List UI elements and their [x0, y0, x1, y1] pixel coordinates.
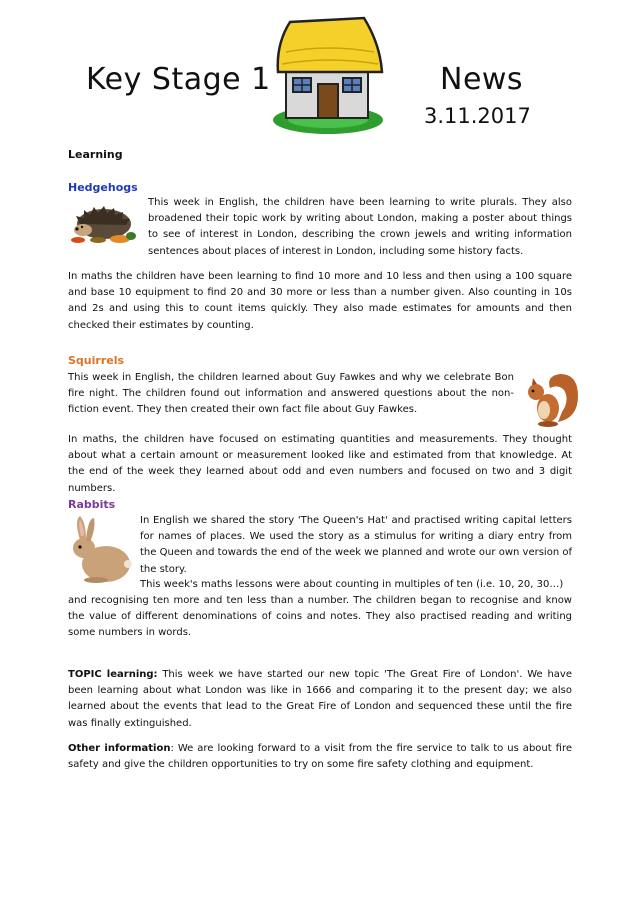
cottage-logo [268, 14, 388, 138]
other-label: Other information [68, 743, 171, 754]
section-heading: Learning [68, 148, 123, 161]
topic-text: This week we have started our new topic 'The Great Fire of London'. We have been learning about what London was like in 1666 and comparing it to the present day; we also learned about the events that lead to the Great Fire of London and sequenced these until the fire was finally extinguished. [68, 669, 572, 729]
class-heading-squirrels: Squirrels [68, 354, 125, 367]
title-left: Key Stage 1 [86, 62, 271, 97]
newsletter-date: 3.11.2017 [424, 104, 531, 128]
class-heading-hedgehogs: Hedgehogs [68, 181, 138, 194]
rabbits-maths-start: This week's maths lessons were about counting in multiples of ten (i.e. 10, 20, 30…) [140, 579, 564, 590]
class-heading-rabbits: Rabbits [68, 498, 116, 511]
other-information-paragraph [68, 741, 572, 773]
squirrels-maths: In maths, the children have focused on estimating quantities and measurements. They thought about what a certain amount or measurement looked like and estimated from that knowledge. At the end of the week they learned about odd and even numbers and focused on two and 3 digit numbers. [68, 434, 572, 494]
topic-label: TOPIC learning: [68, 669, 158, 680]
rabbit-icon [66, 514, 136, 586]
rabbits-maths: and recognising ten more and ten less than a number. The children began to recognise and know the value of different denominations of coins and notes. They also practised reading and writing some numbers in words. [68, 595, 572, 639]
topic-learning-paragraph [68, 667, 572, 732]
other-text: : We are looking forward to a visit from the fire service to talk to us about fire safety and give the children opportunities to try on some fire safety clothing and equipment. [68, 743, 572, 771]
squirrels-english: This week in English, the children learned about Guy Fawkes and why we celebrate Bon fire night. The children found out information and answered questions about the non-fiction event. They then created their own fact file about Guy Fawkes. [68, 372, 514, 416]
squirrel-icon [524, 370, 584, 430]
hedgehogs-english: This week in English, the children have been learning to write plurals. They also broadened their topic work by writing about London, making a poster about things to see of interest in London, describing the crown jewels and writing information sentences about places of interest in London, including some history facts. [148, 197, 572, 257]
hedgehog-icon [68, 202, 138, 244]
title-right: News [440, 62, 524, 97]
hedgehogs-maths: In maths the children have been learning to find 10 more and 10 less and then using a 100 square and base 10 equipment to find 20 and 30 more or less than a number given. Also counting in 10s and 2s and using this to count items quickly. They also made estimates for amounts and then checked their estimates by counting. [68, 271, 572, 331]
rabbits-english: In English we shared the story 'The Queen's Hat' and practised writing capital letters for names of places. We used the story as a stimulus for writing a diary entry from the Queen and towards the end of the week we planned and wrote our own version of the story. [140, 515, 572, 575]
